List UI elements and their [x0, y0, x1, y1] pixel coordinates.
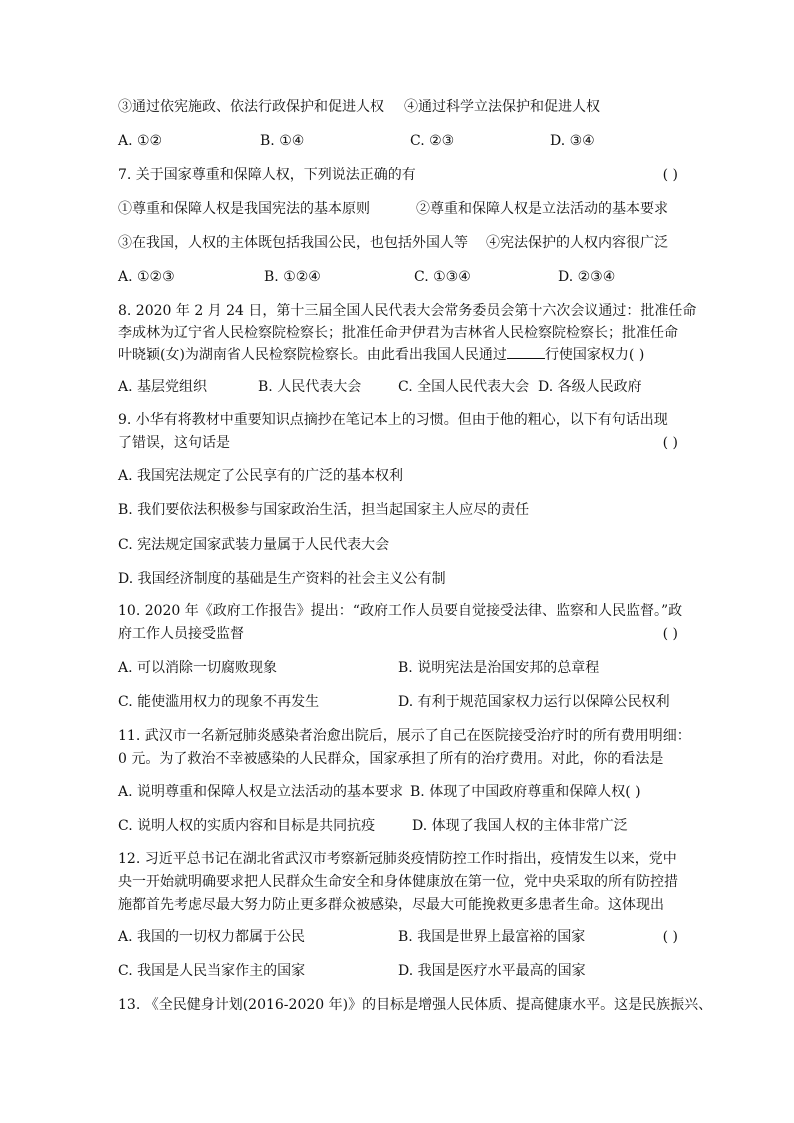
q8-line-1: 8. 2020 年 2 月 24 日，第十三届全国人民代表大会常务委员会第十六次会议通过：批准任命: [118, 303, 697, 319]
q6-option-b[interactable]: B. ①④: [260, 133, 305, 149]
q9-line-2: 了错误，这句话是: [118, 435, 230, 451]
q11-option-a[interactable]: A. 说明尊重和保障人权是立法活动的基本要求: [118, 784, 404, 800]
q11-line-2: 0 元。为了救治不幸被感染的人民群众，国家承担了所有的治疗费用。对此，你的看法是: [118, 751, 664, 767]
q12-line-3: 施都首先考虑尽最大努力防止更多群众被感染，尽最大可能挽救更多患者生命。这体现出: [118, 897, 664, 913]
q12-options-row-2: [118, 961, 678, 981]
q8-line-3-tail: 行使国家权力( ): [544, 347, 645, 363]
q11-option-d[interactable]: D. 体现了我国人权的主体非常广泛: [412, 818, 628, 834]
q9-answer-paren: ( ): [662, 435, 678, 451]
q8-stem: [118, 300, 697, 366]
q7-option-c[interactable]: C. ①③④: [414, 269, 471, 285]
q12-option-d[interactable]: D. 我国是医疗水平最高的国家: [398, 963, 586, 979]
q10-line-2-row: [118, 624, 678, 644]
q11-options-row-1: [118, 782, 678, 802]
q7-option-b[interactable]: B. ①②④: [264, 269, 321, 285]
q10-line-2: 府工作人员接受监督: [118, 626, 244, 642]
q11-options-row-2: [118, 816, 678, 836]
q9-option-c[interactable]: C. 宪法规定国家武装力量属于人民代表大会: [118, 537, 390, 553]
q7-option-a[interactable]: A. ①②③: [118, 269, 175, 285]
q8-option-a[interactable]: A. 基层党组织: [118, 379, 208, 395]
q10-option-b[interactable]: B. 说明宪法是治国安邦的总章程: [398, 660, 600, 676]
q6-option-d[interactable]: D. ③④: [550, 133, 595, 149]
q8-line-3-text: 叶晓颖(女)为湖南省人民检察院检察长。由此看出我国人民通过: [118, 347, 507, 363]
q8-options: [118, 377, 678, 397]
q7-statement-1: ①尊重和保障人权是我国宪法的基本原则: [118, 201, 370, 217]
q6-option-c[interactable]: C. ②③: [410, 133, 455, 149]
q8-line-3: [118, 344, 678, 366]
q9-line-2-row: [118, 433, 678, 453]
q7-answer-paren: ( ): [662, 167, 678, 183]
q12-line-2: 央一开始就明确要求把人民群众生命安全和身体健康放在第一位，党中央采取的所有防控措: [118, 874, 678, 890]
q12-option-c[interactable]: C. 我国是人民当家作主的国家: [118, 963, 306, 979]
q10-option-c[interactable]: C. 能使滥用权力的现象不再发生: [118, 694, 320, 710]
q7-option-d[interactable]: D. ②③④: [558, 269, 616, 285]
q9-option-b[interactable]: B. 我们要依法积极参与国家政治生活，担当起国家主人应尽的责任: [118, 502, 530, 518]
q7-options: [118, 267, 678, 287]
q7-statement-2: ②尊重和保障人权是立法活动的基本要求: [416, 201, 668, 217]
q6-option-a[interactable]: A. ①②: [118, 133, 163, 149]
q13-line-1: 13. 《全民健身计划(2016-2020 年)》的目标是增强人民体质、提高健康水平。这是民族振兴、: [118, 997, 713, 1013]
q8-fill-blank: [507, 344, 545, 359]
q6-statements-row: [118, 97, 678, 117]
q8-option-c[interactable]: C. 全国人民代表大会: [398, 379, 530, 395]
q10-option-d[interactable]: D. 有利于规范国家权力运行以保障公民权利: [398, 694, 670, 710]
q11-option-c[interactable]: C. 说明人权的实质内容和目标是共同抗疫: [118, 818, 376, 834]
q9-option-a[interactable]: A. 我国宪法规定了公民享有的广泛的基本权利: [118, 468, 404, 484]
q8-line-2: 李成林为辽宁省人民检察院检察长；批准任命尹伊君为吉林省人民检察院检察长；批准任命: [118, 325, 678, 341]
q9-option-d[interactable]: D. 我国经济制度的基础是生产资料的社会主义公有制: [118, 571, 446, 587]
q10-option-a[interactable]: A. 可以消除一切腐败现象: [118, 660, 278, 676]
q11-option-b[interactable]: B. 体现了中国政府尊重和保障人权( ): [410, 784, 641, 800]
q8-option-b[interactable]: B. 人民代表大会: [258, 379, 362, 395]
q7-stem-row: [118, 165, 678, 185]
q12-line-1: 12. 习近平总书记在湖北省武汉市考察新冠肺炎疫情防控工作时指出，疫情发生以来，党中: [118, 851, 677, 867]
q7-statement-4: ④宪法保护的人权内容很广泛: [486, 235, 668, 251]
q10-line-1: 10. 2020 年《政府工作报告》提出：“政府工作人员要自觉接受法律、监察和人民监督。”政: [118, 603, 683, 619]
q9-line-1: 9. 小华有将教材中重要知识点摘抄在笔记本上的习惯。但由于他的粗心，以下有句话出现: [118, 412, 668, 428]
q6-statement-4: ④通过科学立法保护和促进人权: [404, 99, 600, 115]
q7-statement-3: ③在我国，人权的主体既包括我国公民，也包括外国人等: [118, 235, 468, 251]
q6-statement-3: ③通过依宪施政、依法行政保护和促进人权: [118, 99, 384, 115]
q10-answer-paren: ( ): [662, 626, 678, 642]
q6-options: [118, 131, 678, 151]
q12-options-row-1: [118, 927, 678, 947]
q10-options-row-1: [118, 658, 678, 678]
q7-stem: 7. 关于国家尊重和保障人权，下列说法正确的有: [118, 167, 416, 183]
q11-line-1: 11. 武汉市一名新冠肺炎感染者治愈出院后，展示了自己在医院接受治疗时的所有费用明细：: [118, 728, 691, 744]
q8-option-d[interactable]: D. 各级人民政府: [538, 379, 642, 395]
q10-options-row-2: [118, 692, 678, 712]
q12-option-b[interactable]: B. 我国是世界上最富裕的国家: [398, 929, 586, 945]
q12-answer-paren: ( ): [662, 929, 678, 945]
q12-option-a[interactable]: A. 我国的一切权力都属于公民: [118, 929, 306, 945]
q7-statements-row-2: [118, 233, 678, 253]
q7-statements-row-1: [118, 199, 678, 219]
